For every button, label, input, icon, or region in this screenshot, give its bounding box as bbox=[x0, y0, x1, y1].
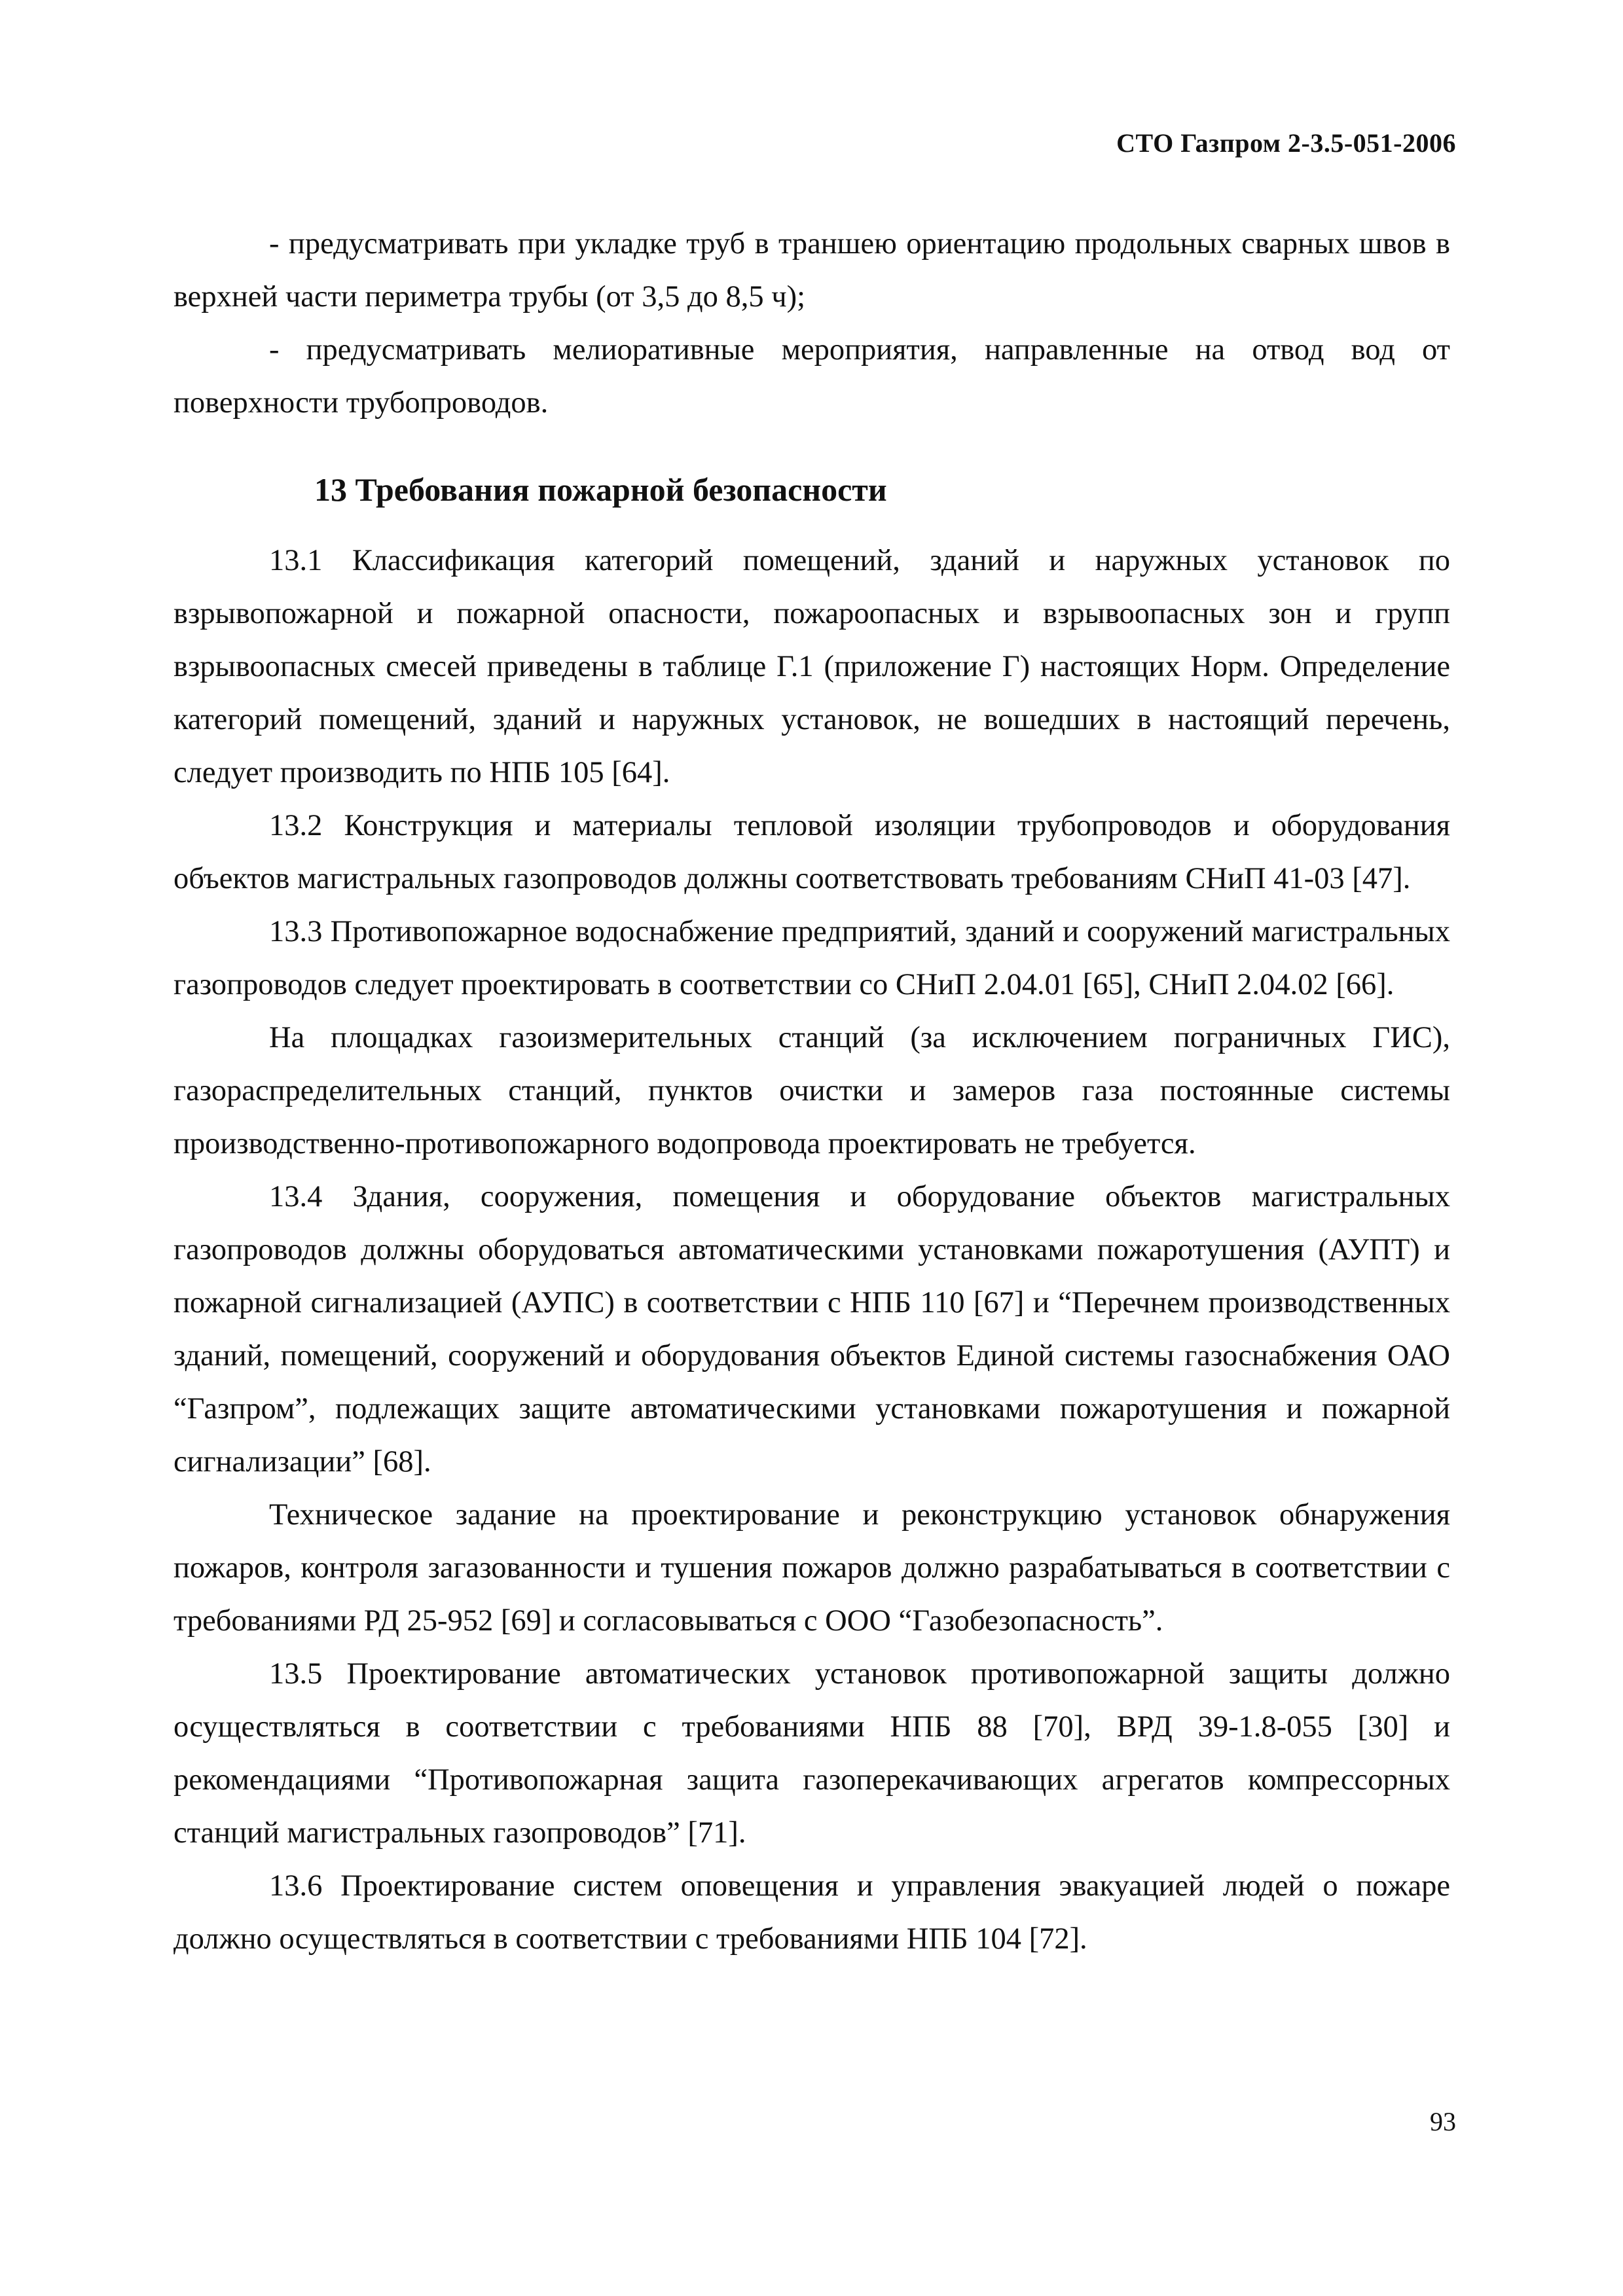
paragraph-drainage: - предусматривать мелиоративные мероприятия, направленные на отвод вод от поверхности трубопроводов. bbox=[173, 333, 1450, 420]
document-code-header: СТО Газпром 2-3.5-051-2006 bbox=[1116, 128, 1456, 158]
paragraph-13-4-tech-task: Техническое задание на проектирование и реконструкцию установок обнаружения пожаров, контроля загазованности и тушения пожаров должно разрабатываться в соответствии с требованиями РД 25-952 [69] и согласовываться с ООО “Газобезопасность”. bbox=[173, 1498, 1450, 1638]
page-number: 93 bbox=[1430, 2107, 1456, 2136]
paragraph-13-3-gis: На площадках газоизмерительных станций (за исключением пограничных ГИС), газораспределительных станций, пунктов очистки и замеров газа постоянные системы производственно-противопожарного водопровода проектировать не требуется. bbox=[173, 1021, 1450, 1160]
document-body bbox=[173, 217, 1450, 1965]
paragraph-13-5: 13.5 Проектирование автоматических установок противопожарной защиты должно осуществляться в соответствии с требованиями НПБ 88 [70], ВРД 39-1.8-055 [30] и рекомендациями “Противопожарная защита газоперекачивающих агрегатов компрессорных станций магистральных газопроводов” [71]. bbox=[173, 1657, 1450, 1850]
paragraph-weld-orientation: - предусматривать при укладке труб в траншею ориентацию продольных сварных швов в верхней части периметра трубы (от 3,5 до 8,5 ч); bbox=[173, 227, 1450, 314]
paragraph-13-4: 13.4 Здания, сооружения, помещения и оборудование объектов магистральных газопроводов должны оборудоваться автоматическими установками пожаротушения (АУПТ) и пожарной сигнализацией (АУПС) в соответствии с НПБ 110 [67] и “Перечнем производственных зданий, помещений, сооружений и оборудования объектов Единой системы газоснабжения ОАО “Газпром”, подлежащих защите автоматическими установками пожаротушения и пожарной сигнализации” [68]. bbox=[173, 1180, 1450, 1479]
paragraph-13-6: 13.6 Проектирование систем оповещения и управления эвакуацией людей о пожаре должно осуществляться в соответствии с требованиями НПБ 104 [72]. bbox=[173, 1869, 1450, 1956]
section-title: 13 Требования пожарной безопасности bbox=[314, 471, 887, 508]
paragraph-13-1: 13.1 Классификация категорий помещений, зданий и наружных установок по взрывопожарной и пожарной опасности, пожароопасных и взрывоопасных зон и групп взрывоопасных смесей приведены в таблице Г.1 (приложение Г) настоящих Норм. Определение категорий помещений, зданий и наружных установок, не вошедших в настоящий перечень, следует производить по НПБ 105 [64]. bbox=[173, 544, 1450, 789]
paragraph-13-2: 13.2 Конструкция и материалы тепловой изоляции трубопроводов и оборудования объектов магистральных газопроводов должны соответствовать требованиям СНиП 41-03 [47]. bbox=[173, 809, 1450, 895]
paragraph-13-3: 13.3 Противопожарное водоснабжение предприятий, зданий и сооружений магистральных газопроводов следует проектировать в соответствии со СНиП 2.04.01 [65], СНиП 2.04.02 [66]. bbox=[173, 915, 1450, 1001]
